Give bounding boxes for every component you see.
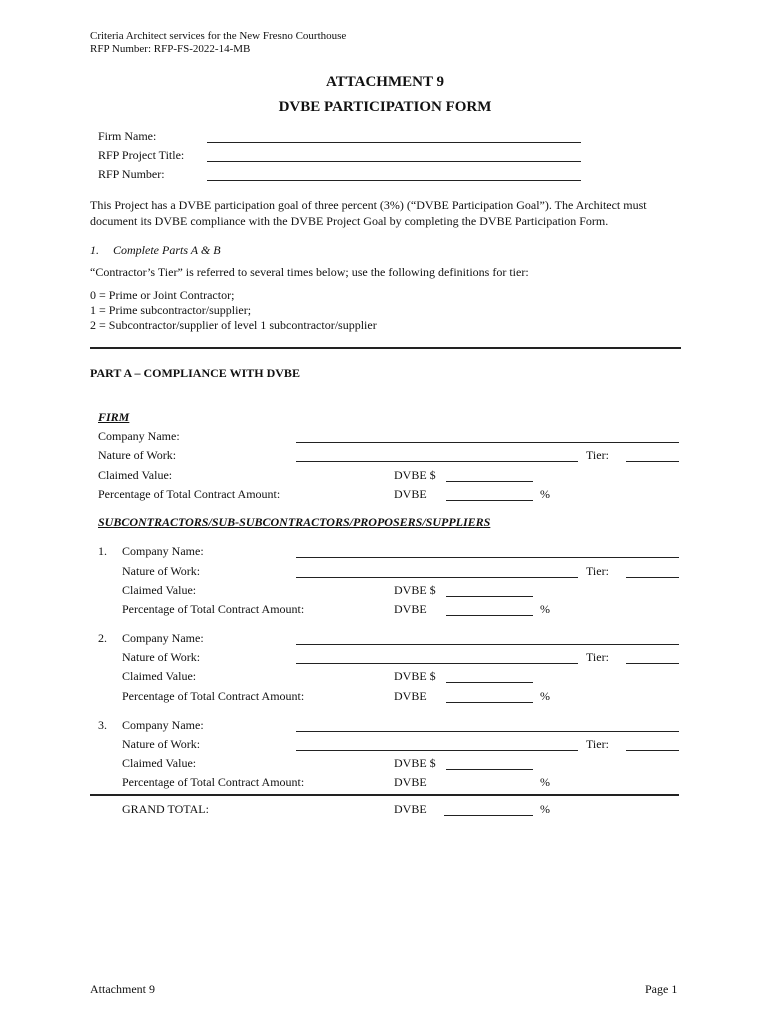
sub1-tier-label: Tier: <box>586 564 609 578</box>
footer-page-number: Page 1 <box>645 982 678 996</box>
form-title: DVBE PARTICIPATION FORM <box>278 99 492 115</box>
project-title-label: RFP Project Title: <box>98 148 185 162</box>
firm-name-label: Firm Name: <box>98 129 157 143</box>
section1-number: 1. <box>90 243 99 257</box>
sub3-nature-field[interactable] <box>296 750 578 751</box>
sub1-company-label: Company Name: <box>122 544 204 558</box>
sub1-tier-field[interactable] <box>626 577 679 578</box>
sub2-percentage-field[interactable] <box>446 702 533 703</box>
grand-total-dvbe-label: DVBE <box>394 802 427 816</box>
sub1-dvbe-dollar-label: DVBE $ <box>394 583 436 597</box>
firm-nature-field[interactable] <box>296 461 578 462</box>
firm-name-field[interactable] <box>207 142 581 143</box>
sub3-dvbe-dollar-label: DVBE $ <box>394 756 436 770</box>
sub2-company-field[interactable] <box>296 644 679 645</box>
sub1-dvbe-label: DVBE <box>394 602 427 616</box>
firm-tier-label: Tier: <box>586 448 609 462</box>
sub2-tier-label: Tier: <box>586 650 609 664</box>
part-a-heading: PART A – COMPLIANCE WITH DVBE <box>90 366 300 380</box>
firm-company-field[interactable] <box>296 442 679 443</box>
sub2-dvbe-label: DVBE <box>394 689 427 703</box>
tier-2: 2 = Subcontractor/supplier of level 1 subcontractor/supplier <box>90 318 377 332</box>
sub3-tier-label: Tier: <box>586 737 609 751</box>
sub2-percentage-label: Percentage of Total Contract Amount: <box>122 689 305 703</box>
tier-note: “Contractor’s Tier” is referred to several times below; use the following definitions for tier: <box>90 265 529 279</box>
sub2-claimed-label: Claimed Value: <box>122 669 197 683</box>
firm-percentage-field[interactable] <box>446 500 533 501</box>
firm-heading: FIRM <box>98 410 130 424</box>
sub1-claimed-label: Claimed Value: <box>122 583 197 597</box>
sub2-percent-sign: % <box>540 689 550 703</box>
sub1-number: 1. <box>98 544 107 558</box>
grand-total-percent-sign: % <box>540 802 550 816</box>
sub3-claimed-label: Claimed Value: <box>122 756 197 770</box>
footer-left: Attachment 9 <box>90 982 155 996</box>
firm-dvbe-label: DVBE <box>394 487 427 501</box>
sub1-percentage-label: Percentage of Total Contract Amount: <box>122 602 305 616</box>
sub2-number: 2. <box>98 631 107 645</box>
sub2-claimed-field[interactable] <box>446 682 533 683</box>
sub1-company-field[interactable] <box>296 557 679 558</box>
sub1-claimed-field[interactable] <box>446 596 533 597</box>
firm-company-label: Company Name: <box>98 429 180 443</box>
sub2-dvbe-dollar-label: DVBE $ <box>394 669 436 683</box>
sub2-nature-field[interactable] <box>296 663 578 664</box>
firm-percent-sign: % <box>540 487 550 501</box>
sub2-tier-field[interactable] <box>626 663 679 664</box>
sub3-company-label: Company Name: <box>122 718 204 732</box>
tier-0: 0 = Prime or Joint Contractor; <box>90 288 235 302</box>
project-title-field[interactable] <box>207 161 581 162</box>
sub1-percent-sign: % <box>540 602 550 616</box>
sub3-nature-label: Nature of Work: <box>122 737 201 751</box>
sub1-nature-label: Nature of Work: <box>122 564 201 578</box>
sub3-claimed-field[interactable] <box>446 769 533 770</box>
rfp-number-field[interactable] <box>207 180 581 181</box>
rfp-number-label: RFP Number: <box>98 167 165 181</box>
firm-claimed-label: Claimed Value: <box>98 468 173 482</box>
doc-header-line2: RFP Number: RFP-FS-2022-14-MB <box>90 43 251 55</box>
grand-total-divider <box>90 794 679 796</box>
grand-total-field[interactable] <box>444 815 533 816</box>
firm-dvbe-dollar-label: DVBE $ <box>394 468 436 482</box>
section-divider <box>90 347 681 349</box>
firm-claimed-field[interactable] <box>446 481 533 482</box>
sub3-number: 3. <box>98 718 107 732</box>
sub1-nature-field[interactable] <box>296 577 578 578</box>
sub3-dvbe-label: DVBE <box>394 775 427 789</box>
sub2-nature-label: Nature of Work: <box>122 650 201 664</box>
grand-total-label: GRAND TOTAL: <box>122 802 209 816</box>
sub3-percentage-label: Percentage of Total Contract Amount: <box>122 775 305 789</box>
firm-tier-field[interactable] <box>626 461 679 462</box>
attachment-title: ATTACHMENT 9 <box>326 74 444 90</box>
doc-header-line1: Criteria Architect services for the New Fresno Courthouse <box>90 30 347 42</box>
sub1-percentage-field[interactable] <box>446 615 533 616</box>
sub3-tier-field[interactable] <box>626 750 679 751</box>
subs-heading: SUBCONTRACTORS/SUB-SUBCONTRACTORS/PROPOSERS/SUPPLIERS <box>98 515 491 529</box>
sub3-percent-sign: % <box>540 775 550 789</box>
sub3-company-field[interactable] <box>296 731 679 732</box>
section1-title: Complete Parts A & B <box>113 243 221 257</box>
firm-percentage-label: Percentage of Total Contract Amount: <box>98 487 281 501</box>
tier-1: 1 = Prime subcontractor/supplier; <box>90 303 252 317</box>
sub2-company-label: Company Name: <box>122 631 204 645</box>
intro-paragraph: This Project has a DVBE participation goal of three percent (3%) (“DVBE Participation Goal”). The Architect must document its DVBE compliance with the DVBE Project Goal by completing the DVBE Participation Form. <box>90 198 647 228</box>
firm-nature-label: Nature of Work: <box>98 448 177 462</box>
